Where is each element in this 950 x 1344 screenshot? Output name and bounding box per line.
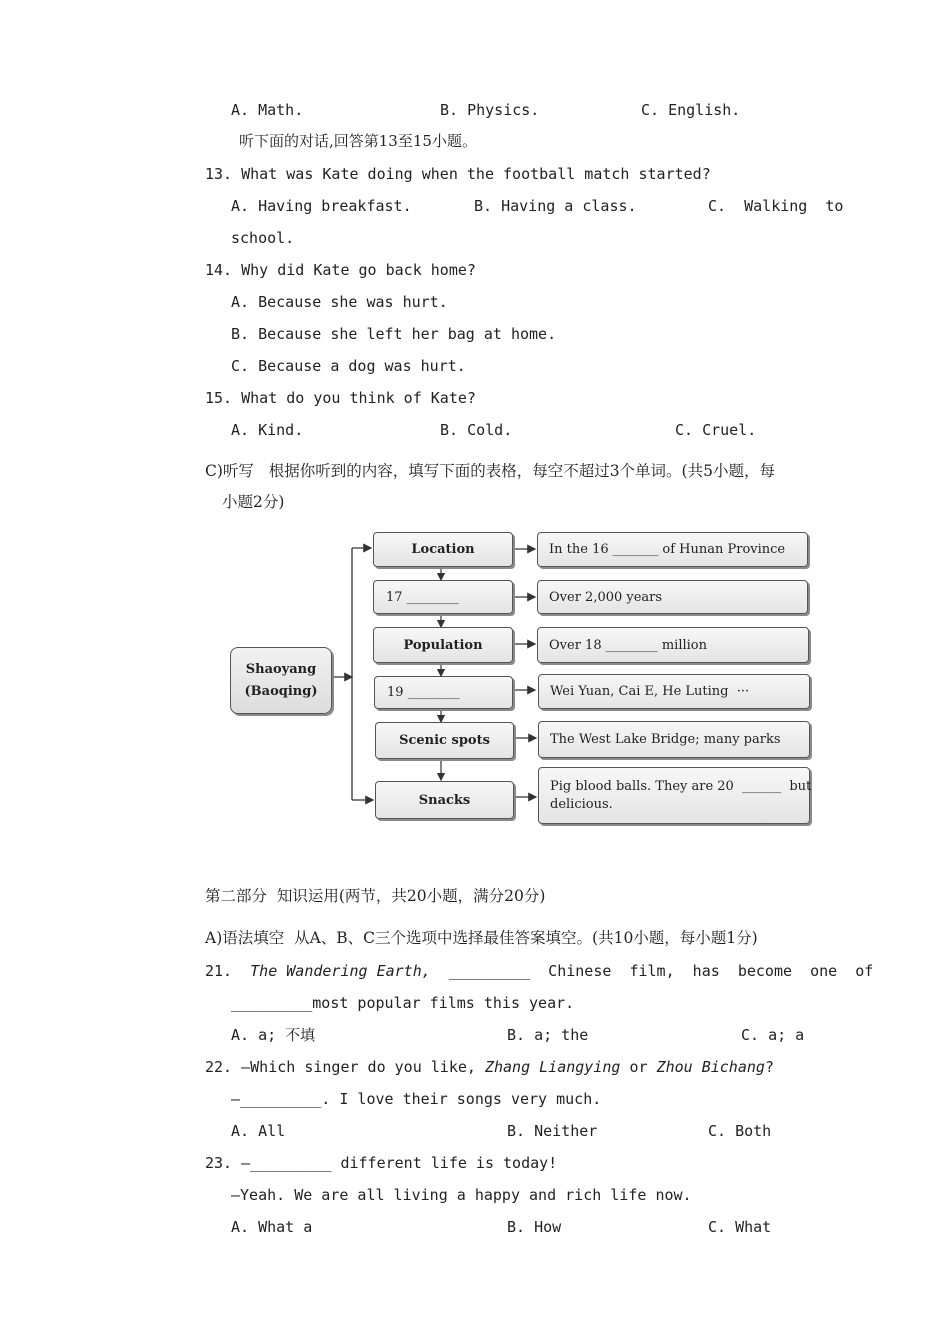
q15-option-a: A. Kind. (231, 421, 304, 439)
snacks-text-line2: delicious. (550, 796, 613, 812)
q22-pre: 22. —Which singer do you like, (205, 1058, 485, 1076)
diagram-left-snacks: Snacks (375, 781, 514, 819)
q21-option-b: B. a; the (507, 1026, 589, 1044)
q15-stem: 15. What do you think of Kate? (205, 389, 476, 407)
q22-post: ? (764, 1058, 774, 1076)
q22-reply: —_________. I love their songs very much. (231, 1090, 602, 1108)
q23-option-a: A. What a (231, 1218, 313, 1236)
q21-stem (205, 961, 873, 981)
q13-option-a: A. Having breakfast. (231, 197, 412, 215)
instruction-13-15: 听下面的对话,回答第13至15小题。 (239, 132, 477, 150)
diagram-left-location: Location (373, 532, 513, 567)
q23-option-b: B. How (507, 1218, 562, 1236)
diagram-root-shaoyang (230, 647, 332, 714)
q23-stem: 23. —_________ different life is today! (205, 1154, 558, 1172)
q22-option-a: A. All (231, 1122, 286, 1140)
q14-option-a: A. Because she was hurt. (231, 293, 448, 311)
q22-name2: Zhou Bichang (656, 1058, 765, 1076)
q21-stem-cont: _________most popular films this year. (231, 994, 575, 1012)
snacks-text-line1: Pig blood balls. They are 20 ______ but (550, 778, 812, 794)
q22-name1: Zhang Liangying (484, 1058, 621, 1076)
diagram-right-scenic: The West Lake Bridge; many parks (538, 721, 810, 758)
q14-option-c: C. Because a dog was hurt. (231, 357, 466, 375)
q22-mid: or (620, 1058, 657, 1076)
q12-option-c: C. English. (641, 101, 741, 119)
q15-option-b: B. Cold. (440, 421, 513, 439)
q13-option-c-continued: school. (231, 229, 295, 247)
section-c-instruction: C)听写 根据你听到的内容，填写下面的表格，每空不超过3个单词。(共5小题，每 (205, 462, 775, 480)
diagram-left-blank-17: 17 ________ (373, 580, 513, 614)
q22-option-b: B. Neither (507, 1122, 598, 1140)
q21-number: 21. (205, 962, 233, 980)
q23-option-c: C. What (708, 1218, 772, 1236)
root-label-line1: Shaoyang (245, 661, 317, 677)
q22-stem (205, 1057, 774, 1077)
q13-option-c: C. Walking to (708, 197, 844, 215)
diagram-right-population: Over 18 ________ million (537, 627, 809, 663)
part2-title: 第二部分 知识运用(两节，共20小题，满分20分) (205, 887, 546, 905)
q21-film-title: The Wandering Earth, (250, 962, 431, 980)
diagram-right-snacks (538, 767, 810, 824)
diagram-left-blank-19: 19 ________ (374, 676, 513, 709)
section-c-instruction-cont: 小题2分) (222, 493, 285, 511)
diagram-right-location: In the 16 _______ of Hunan Province (537, 532, 808, 567)
q12-option-b: B. Physics. (440, 101, 540, 119)
part2-section-a: A)语法填空 从A、B、C三个选项中选择最佳答案填空。(共10小题，每小题1分) (205, 929, 758, 947)
root-label-line2: (Baoqing) (244, 683, 318, 699)
q13-option-b: B. Having a class. (474, 197, 637, 215)
diagram-right-people: Wei Yuan, Cai E, He Luting ··· (538, 674, 810, 709)
diagram-right-history: Over 2,000 years (537, 580, 808, 614)
q12-option-a: A. Math. (231, 101, 304, 119)
q14-stem: 14. Why did Kate go back home? (205, 261, 476, 279)
q21-option-c: C. a; a (741, 1026, 805, 1044)
diagram-left-scenic-spots: Scenic spots (375, 722, 514, 759)
q23-reply: —Yeah. We are all living a happy and rich life now. (231, 1186, 692, 1204)
q14-option-b: B. Because she left her bag at home. (231, 325, 557, 343)
q22-option-c: C. Both (708, 1122, 772, 1140)
q21-rest: _________ Chinese film, has become one of (430, 962, 874, 980)
q21-option-a: A. a; 不填 (231, 1026, 316, 1044)
diagram-left-population: Population (373, 627, 513, 663)
q15-option-c: C. Cruel. (675, 421, 757, 439)
q13-stem: 13. What was Kate doing when the football match started? (205, 165, 711, 183)
